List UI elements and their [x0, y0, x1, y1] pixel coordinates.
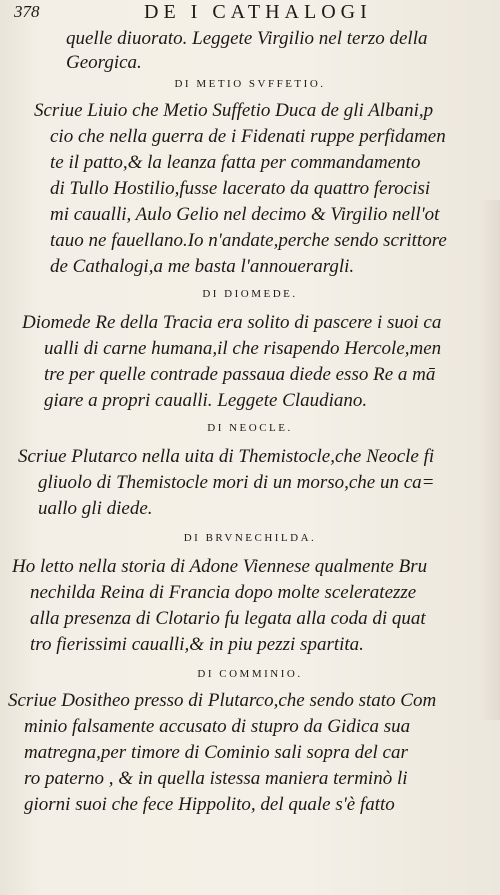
text-line: nechilda Reina di Francia dopo molte sceleratezze: [30, 582, 417, 603]
text-line: tro fierissimi caualli,& in piu pezzi spartita.: [30, 634, 364, 655]
text-line: giorni suoi che fece Hippolito, del quale s'è fatto: [24, 794, 395, 815]
text-line: Diomede Re della Tracia era solito di pascere i suoi ca: [22, 312, 442, 333]
text-line: quelle diuorato. Leggete Virgilio nel terzo della: [66, 28, 428, 49]
text-line: cio che nella guerra de i Fidenati ruppe perfidamen: [50, 126, 446, 147]
running-title: DE I CATHALOGI: [144, 1, 372, 23]
page-number: 378: [14, 2, 40, 21]
text-line: di Tullo Hostilio,fusse lacerato da quattro ferocisi: [50, 178, 431, 199]
text-line: te il patto,& la leanza fatta per commandamento: [50, 152, 421, 173]
text-line: uallo gli diede.: [38, 498, 153, 519]
text-line: gliuolo di Themistocle mori di un morso,che un ca=: [38, 472, 435, 493]
text-line: de Cathalogi,a me basta l'annouerargli.: [50, 256, 355, 277]
text-line: Scriue Dositheo presso di Plutarco,che sendo stato Com: [8, 690, 437, 711]
section-heading: DI METIO SVFFETIO.: [174, 78, 326, 90]
section-heading: DI DIOMEDE.: [202, 288, 298, 300]
text-line: Georgica.: [66, 52, 142, 73]
text-line: ro paterno , & in quella istessa maniera terminò li: [24, 768, 408, 789]
text-line: Scriue Plutarco nella uita di Themistocle,che Neocle fi: [18, 446, 435, 467]
section-heading: DI BRVNECHILDA.: [183, 532, 317, 544]
text-line: tauo ne fauellano.Io n'andate,perche sendo scrittore: [50, 230, 447, 251]
running-head: [14, 2, 484, 24]
text-line: ualli di carne humana,il che risapendo Hercole,men: [44, 338, 442, 359]
text-line: tre per quelle contrade passaua diede esso Re a mā: [44, 364, 436, 385]
text-line: Scriue Liuio che Metio Suffetio Duca de gli Albani,p: [34, 100, 434, 121]
section-heading: DI COMMINIO.: [197, 668, 303, 680]
text-line: alla presenza di Clotario fu legata alla coda di quat: [30, 608, 426, 629]
text-line: giare a propri caualli. Leggete Claudiano.: [44, 390, 368, 411]
text-line: Ho letto nella storia di Adone Viennese qualmente Bru: [12, 556, 428, 577]
text-line: minio falsamente accusato di stupro da Gidica sua: [24, 716, 411, 737]
text-line: mi caualli, Aulo Gelio nel decimo & Virgilio nell'ot: [50, 204, 440, 225]
text-line: matregna,per timore di Cominio sali sopra del car: [24, 742, 408, 763]
section-heading: DI NEOCLE.: [207, 422, 293, 434]
